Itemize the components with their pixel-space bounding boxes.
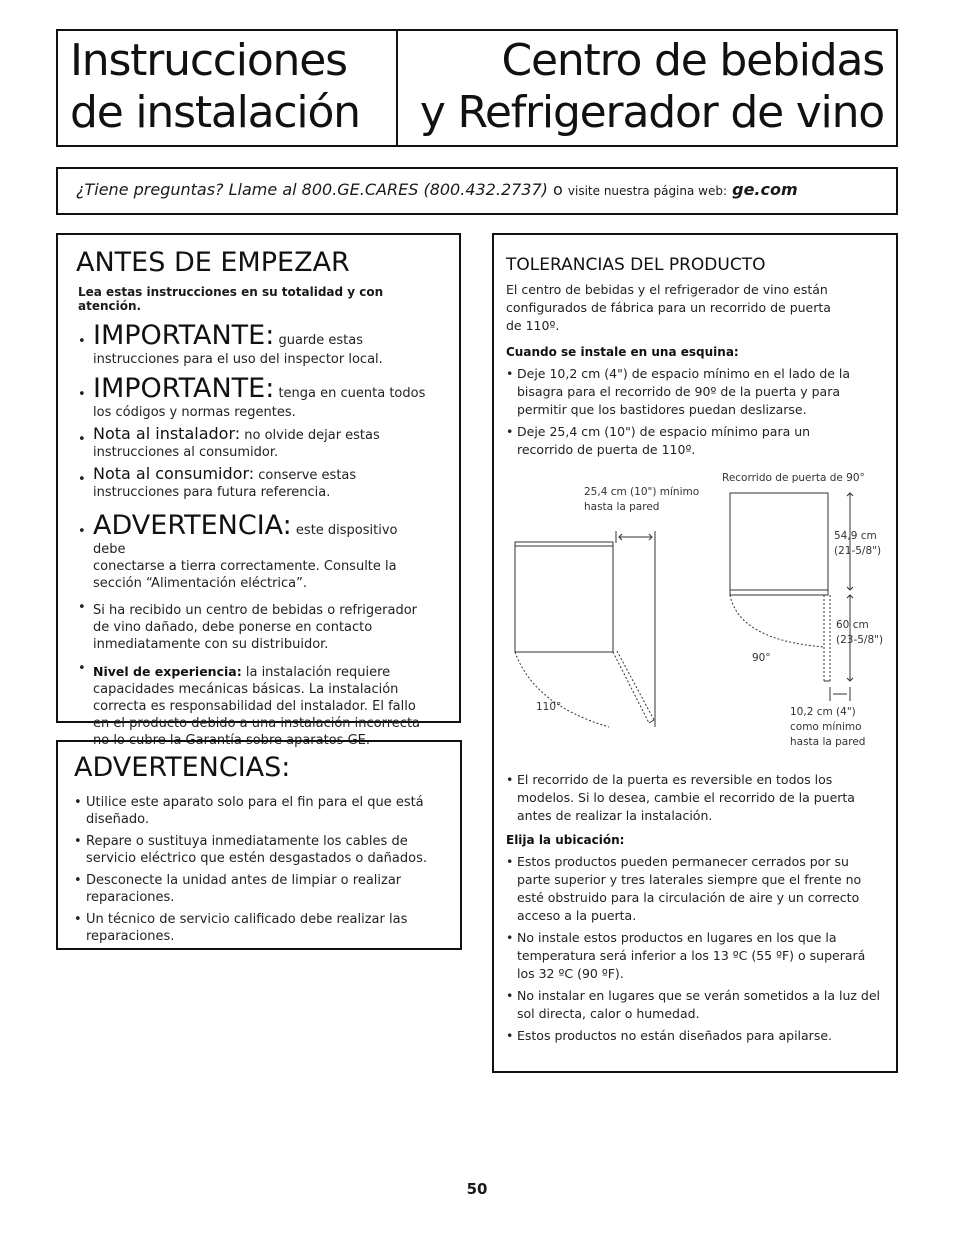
list-item-text: los códigos y normas regentes. [93,405,296,420]
list-item: • Utilice este aparato solo para el fin para el que está diseñado. [74,794,450,828]
header-left [58,31,398,145]
unit-left-cabinet [515,542,613,652]
list-item-text: conserve estas [258,468,357,483]
list-item-text: guarde estas [278,333,364,348]
warnings-list [74,794,450,945]
header-title-right-2: y Refrigerador de vino [419,87,884,138]
important-keyword: IMPORTANTE: [93,320,275,351]
list-item [76,321,443,368]
tolerances-lower [506,771,886,1049]
list-item-text: este dispositivo debe [93,523,398,557]
product-tolerances-box [492,233,898,1073]
door-swing-diagram [494,465,896,755]
before-you-begin-lead: Lea estas instrucciones en su totalidad y con atención. [78,285,384,313]
tolerances-intro: El centro de bebidas y el refrigerador de vino están configurados de fábrica para un recorrido de puerta de 110º. [506,282,831,333]
diagram-label-60: 60 cm [836,619,869,631]
header-title-left-1: Instrucciones [70,35,347,86]
visit-text: visite nuestra página web: [567,184,728,198]
bullet: • [78,524,86,539]
diagram-label-to-wall: hasta la pared [584,501,660,513]
header-title-right-1: Centro de bebidas [501,35,884,86]
list-item-text: la instalación requiere [245,665,391,680]
list-item-text: conectarse a tierra correctamente. Consulte la sección “Alimentación eléctrica”. [93,559,397,591]
bullet: • [78,334,86,349]
list-item [76,425,443,461]
bullet: • [78,432,86,447]
corner-list [506,365,866,459]
tolerances-title: TOLERANCIAS DEL PRODUCTO [506,255,766,275]
before-you-begin-title: ANTES DE EMPEZAR [76,247,350,278]
bullet: • [78,387,86,402]
question-connector: o [553,180,563,199]
list-item: • Deje 25,4 cm (10") de espacio mínimo para un recorrido de puerta de 110º. [506,423,866,459]
diagram-label-swing90: Recorrido de puerta de 90° [722,472,865,484]
list-item: • Estos productos no están diseñados para apilarse. [506,1027,886,1045]
list-item [76,511,421,592]
diagram-label-549b: (21-5/8") [834,545,882,557]
location-heading: Elija la ubicación: [506,833,625,847]
warnings-title: ADVERTENCIAS: [74,752,291,783]
list-item-text: tenga en cuenta todos [278,386,426,401]
reversible-list [506,771,886,825]
list-item: • No instalar en lugares que se verán sometidos a la luz del sol directa, calor o humedad. [506,987,886,1023]
list-item: • No instale estos productos en lugares en los que la temperatura será inferior a los 13 ºC (55 ºF) o superará los 32 ºC (90 ºF). [506,929,886,983]
warnings-box [56,740,462,950]
list-item-text: instrucciones al consumidor. [93,445,279,460]
diagram-label-102b: como mínimo [790,721,862,733]
list-item-text: capacidades mecánicas básicas. La instalación correcta es responsabilidad del instalador. El fallo en el producto debido a una instalación incorrecta no lo cubre la Garantía sobre aparatos GE. [93,682,421,748]
page-number: 50 [466,1180,488,1198]
list-item-text: instrucciones para futura referencia. [93,485,331,500]
diagram-label-102: 10,2 cm (4") [790,706,856,718]
list-item [76,602,421,653]
list-item-text: no olvide dejar estas [244,428,380,443]
website-link[interactable]: ge.com [732,180,798,199]
before-you-begin-box [56,233,461,748]
list-item-text: instrucciones para el uso del inspector local. [93,352,383,367]
list-item: • Repare o sustituya inmediatamente los cables de servicio eléctrico que estén desgastados o dañados. [74,833,450,867]
header-title-left-2: de instalación [70,87,360,138]
list-item: • Estos productos pueden permanecer cerrados por su parte superior y tres laterales siempre que el frente no esté obstruido para la circulación de aire y un correcto acceso a la puerta. [506,853,886,925]
list-item [76,374,443,421]
diagram-label-min-wall: 25,4 cm (10") mínimo [584,486,700,498]
bullet: • [78,661,86,676]
question-bar [56,167,898,215]
bullet: • [78,600,86,615]
diagram-label-102c: hasta la pared [790,736,866,748]
page-header [56,29,898,147]
list-item [76,465,443,501]
experience-keyword: Nivel de experiencia: [93,664,242,679]
list-item: • Un técnico de servicio calificado debe realizar las reparaciones. [74,911,450,945]
corner-heading: Cuando se instale en una esquina: [506,345,739,359]
list-item: • El recorrido de la puerta es reversible en todos los modelos. Si lo desea, cambie el recorrido de la puerta antes de realizar la instalación. [506,771,886,825]
important-keyword: IMPORTANTE: [93,373,275,404]
list-item-text: Si ha recibido un centro de bebidas o refrigerador de vino dañado, debe ponerse en contacto inmediatamente con su distribuidor. [93,603,417,652]
list-item: • Deje 10,2 cm (4") de espacio mínimo en el lado de la bisagra para el recorrido de 90º de la puerta y para permitir que los bastidores puedan deslizarse. [506,365,866,419]
question-text: ¿Tiene preguntas? Llame al 800.GE.CARES (800.432.2737) [76,180,548,199]
diagram-label-110: 110° [536,701,562,713]
installer-note-keyword: Nota al instalador: [93,424,241,443]
header-right [398,31,896,145]
consumer-note-keyword: Nota al consumidor: [93,464,255,483]
diagram-label-60b: (23-5/8") [836,634,884,646]
unit-right-cabinet [730,493,828,595]
diagram-label-549: 54,9 cm [834,530,877,542]
list-item [76,663,431,749]
diagram-label-90: 90° [752,652,771,664]
warning-keyword: ADVERTENCIA: [93,510,292,541]
bullet: • [78,472,86,487]
list-item: • Desconecte la unidad antes de limpiar o realizar reparaciones. [74,872,450,906]
location-list [506,853,886,1045]
